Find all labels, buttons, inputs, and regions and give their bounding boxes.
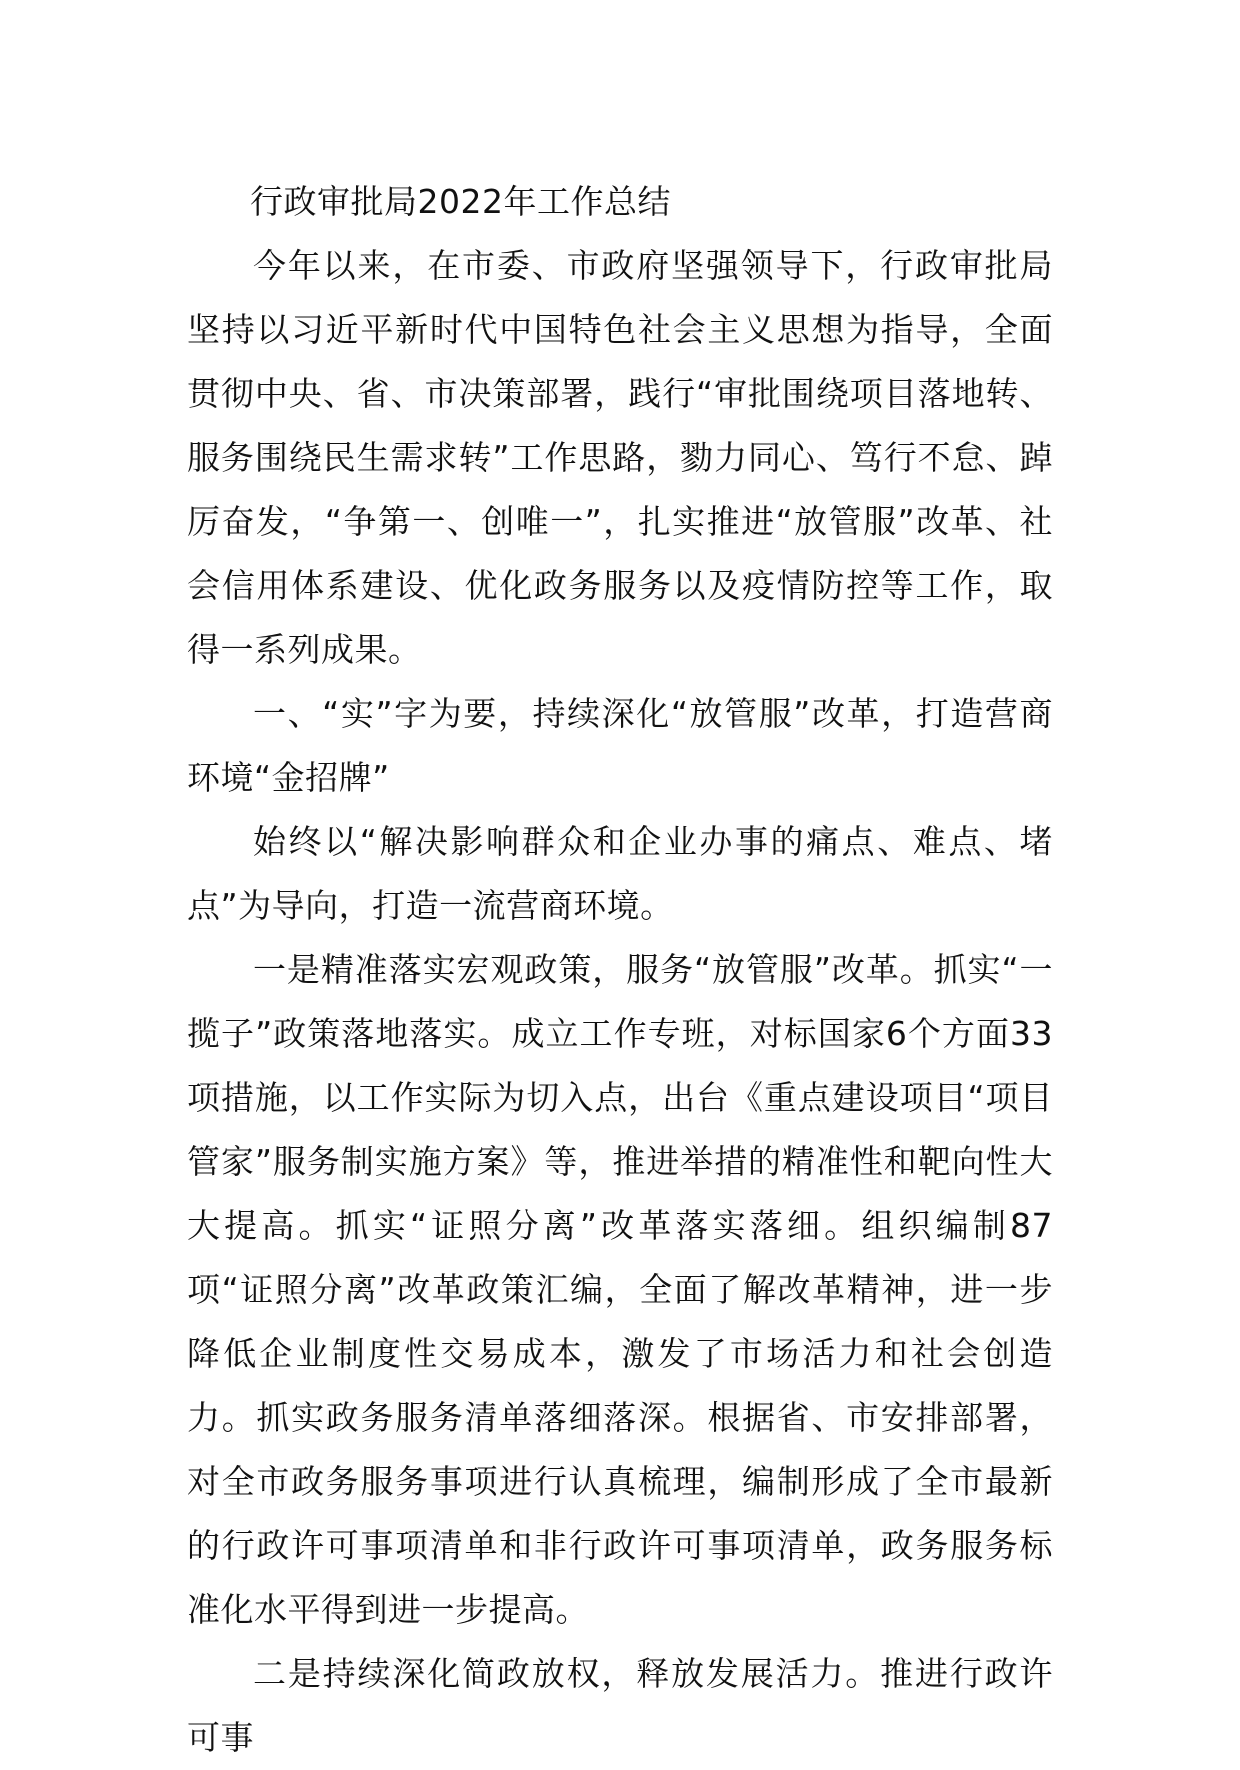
section-1-point-2-paragraph: 二是持续深化简政放权，释放发展活力。推进行政许可事 — [187, 1654, 1053, 1757]
document-title: 行政审批局2022年工作总结 — [250, 182, 671, 221]
section-1-point-1-paragraph: 一是精准落实宏观政策，服务“放管服”改革。抓实“一揽子”政策落地落实。成立工作专班，对标国家6个方面33项措施，以工作实际为切入点，出台《重点建设项目“项目管家”服务制实施方案》等，推进举措的精准性和靶向性大大提高。抓实“证照分离”改革落实落细。组织编制87项“证照分离”改革政策汇编，全面了解改革精神，进一步降低企业制度性交易成本，激发了市场活力和社会创造力。抓实政务服务清单落细落深。根据省、市安排部署，对全市政务服务事项进行认真梳理，编制形成了全市最新的行政许可事项清单和非行政许可事项清单，政务服务标准化水平得到进一步提高。 — [187, 950, 1053, 1629]
section-1-summary-paragraph: 始终以“解决影响群众和企业办事的痛点、难点、堵点”为导向，打造一流营商环境。 — [187, 822, 1053, 925]
document-body — [187, 170, 1053, 1770]
intro-paragraph: 今年以来，在市委、市政府坚强领导下，行政审批局坚持以习近平新时代中国特色社会主义思想为指导，全面贯彻中央、省、市决策部署，践行“审批围绕项目落地转、服务围绕民生需求转”工作思路，勠力同心、笃行不怠、踔厉奋发，“争第一、创唯一”，扎实推进“放管服”改革、社会信用体系建设、优化政务服务以及疫情防控等工作，取得一系列成果。 — [187, 246, 1053, 669]
section-heading-1: 一、“实”字为要，持续深化“放管服”改革，打造营商环境“金招牌” — [187, 694, 1053, 797]
